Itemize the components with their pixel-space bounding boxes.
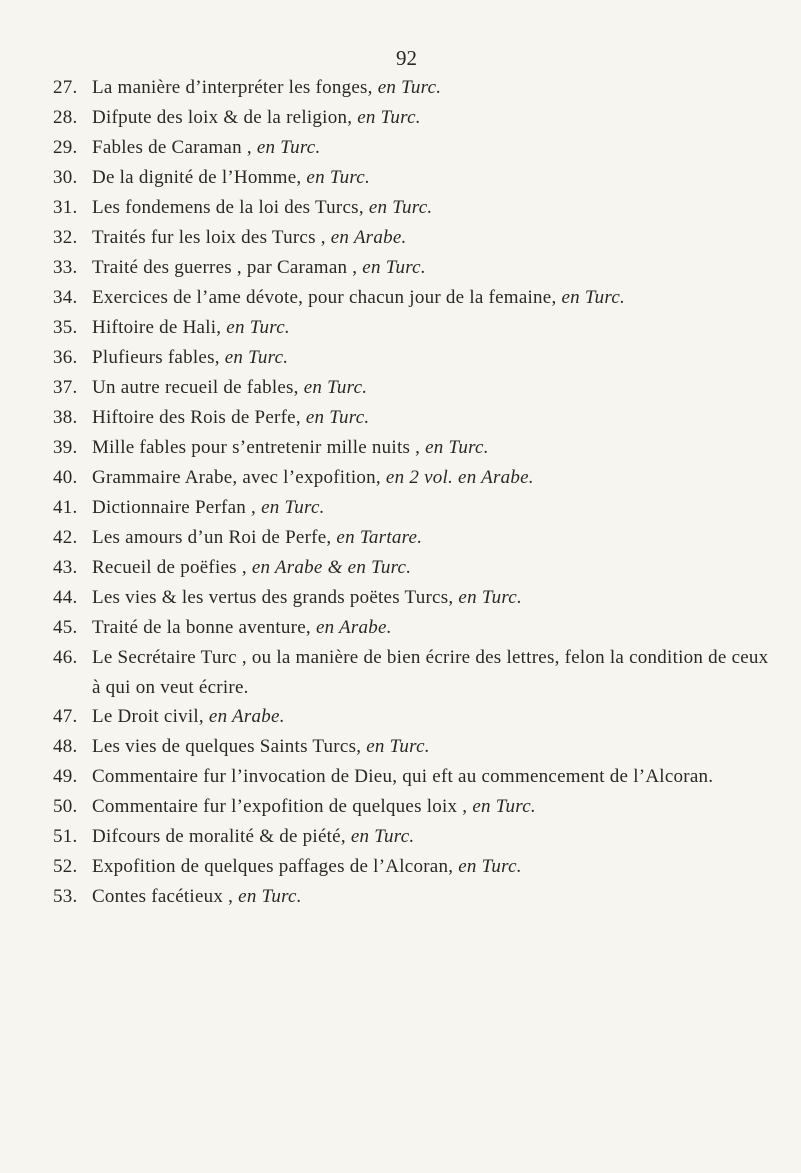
entry-title: Dictionnaire Perfan , en Turc. [92,497,325,518]
entry-language: en Turc. [368,197,433,218]
entry-language: en Turc. [306,167,370,188]
entry-title: Expofition de quelques paffages de l’Alcoran, en Turc. [92,856,522,878]
entry-number: 32. [53,227,78,248]
entry-number: 39. [53,437,78,458]
list-item [0,732,801,762]
entry-language: en Turc. [303,377,368,398]
list-item [0,103,801,133]
entry-number: 48. [53,736,78,758]
entry-title: Contes facétieux , en Turc. [92,886,302,908]
entry-number: 47. [53,706,78,728]
entry-title: Hiftoire de Hali, en Turc. [92,317,290,338]
entry-title: Recueil de poëfies , en Arabe & en Turc. [92,557,412,578]
list-item [0,313,801,343]
catalogue-list [0,73,801,912]
entry-number: 50. [53,796,78,818]
entry-language: en Turc. [226,317,290,338]
entry-title: Grammaire Arabe, avec l’expofition, en 2 vol. en Arabe. [92,467,534,488]
list-item [0,163,801,193]
list-item [0,343,801,373]
entry-language: en Turc. [458,856,522,878]
list-item [0,852,801,882]
entry-title: Difcours de moralité & de piété, en Turc. [92,826,415,848]
entry-number: 43. [53,557,78,578]
entry-number: 45. [53,617,78,638]
entry-title: De la dignité de l’Homme, en Turc. [92,167,370,188]
list-item [0,373,801,403]
entry-number: 28. [53,107,78,128]
entry-number: 37. [53,377,78,398]
entry-number: 27. [53,77,78,98]
list-item [0,253,801,283]
entry-number: 38. [53,407,78,428]
entry-number: 31. [53,197,78,218]
entry-language: en Turc. [305,407,370,428]
entry-language: en Tartare. [336,527,423,548]
list-item [0,762,801,792]
entry-number: 42. [53,527,78,548]
entry-language: en Turc. [357,107,421,128]
entry-language: en Turc. [472,796,536,818]
list-item [0,403,801,433]
entry-number: 35. [53,317,78,338]
list-item [0,702,801,732]
list-item [0,583,801,613]
list-item [0,283,801,313]
list-item [0,553,801,583]
entry-title: Plufieurs fables, en Turc. [92,347,289,368]
list-item [0,193,801,223]
entry-language: en Turc. [561,287,626,308]
entry-number: 29. [53,137,78,158]
list-item [0,613,801,643]
entry-language: en Turc. [458,587,522,608]
entry-number: 44. [53,587,78,608]
entry-language: en Turc. [366,736,430,758]
entry-title: Les vies & les vertus des grands poëtes Turcs, en Turc. [92,587,522,608]
entry-title: Les vies de quelques Saints Turcs, en Turc. [92,736,430,758]
entry-title: Exercices de l’ame dévote, pour chacun jour de la femaine, en Turc. [92,287,626,308]
entry-title: Mille fables pour s’entretenir mille nuits , en Turc. [92,437,489,458]
entry-language: en Arabe. [315,617,392,638]
entry-title: Fables de Caraman , en Turc. [92,137,321,158]
entry-language: en 2 vol. en Arabe. [385,467,534,488]
entry-title: Commentaire fur l’expofition de quelques loix , en Turc. [92,796,536,818]
entry-language: en Turc. [238,886,302,908]
list-item [0,73,801,103]
entry-number: 46. [53,647,78,668]
entry-language: en Turc. [425,437,489,458]
entry-title: Commentaire fur l’invocation de Dieu, qui eft au commencement de l’Alcoran. [92,766,714,788]
entry-language: en Turc. [256,137,321,158]
entry-number: 30. [53,167,78,188]
entry-number: 33. [53,257,78,278]
entry-title: Le Droit civil, en Arabe. [92,706,285,728]
entry-language: en Turc. [261,497,325,518]
entry-language: en Turc. [377,77,442,98]
entry-language: en Turc. [362,257,426,278]
entry-title: La manière d’interpréter les fonges, en Turc. [92,77,442,98]
entry-number: 40. [53,467,78,488]
list-item [0,493,801,523]
entry-title: Traité des guerres , par Caraman , en Turc. [92,257,426,278]
entry-language: en Arabe & en Turc. [251,557,412,578]
entry-language: en Turc. [350,826,415,848]
entry-language: en Turc. [224,347,289,368]
entry-number: 34. [53,287,78,308]
list-item [0,433,801,463]
entry-title: Les fondemens de la loi des Turcs, en Turc. [92,197,433,218]
list-item [0,822,801,852]
list-item [0,882,801,912]
entry-title: Les amours d’un Roi de Perfe, en Tartare. [92,527,423,548]
entry-title: Traité de la bonne aventure, en Arabe. [92,617,392,638]
list-item [0,792,801,822]
entry-title: Difpute des loix & de la religion, en Turc. [92,107,421,128]
entry-number: 53. [53,886,78,908]
list-item [0,133,801,163]
list-item [0,643,801,702]
page-number: 92 [396,46,417,70]
entry-language: en Arabe. [330,227,407,248]
entry-language: en Arabe. [208,706,285,728]
list-item [0,223,801,253]
entry-number: 36. [53,347,78,368]
list-item [0,523,801,553]
entry-title: Le Secrétaire Turc , ou la manière de bien écrire des lettres, felon la condition de ceux à qui on veut écrire. [92,647,769,698]
list-item [0,463,801,493]
entry-title: Traités fur les loix des Turcs , en Arabe. [92,227,407,248]
entry-number: 41. [53,497,78,518]
entry-number: 51. [53,826,78,848]
entry-title: Hiftoire des Rois de Perfe, en Turc. [92,407,370,428]
entry-number: 49. [53,766,78,788]
entry-number: 52. [53,856,78,878]
entry-title: Un autre recueil de fables, en Turc. [92,377,368,398]
